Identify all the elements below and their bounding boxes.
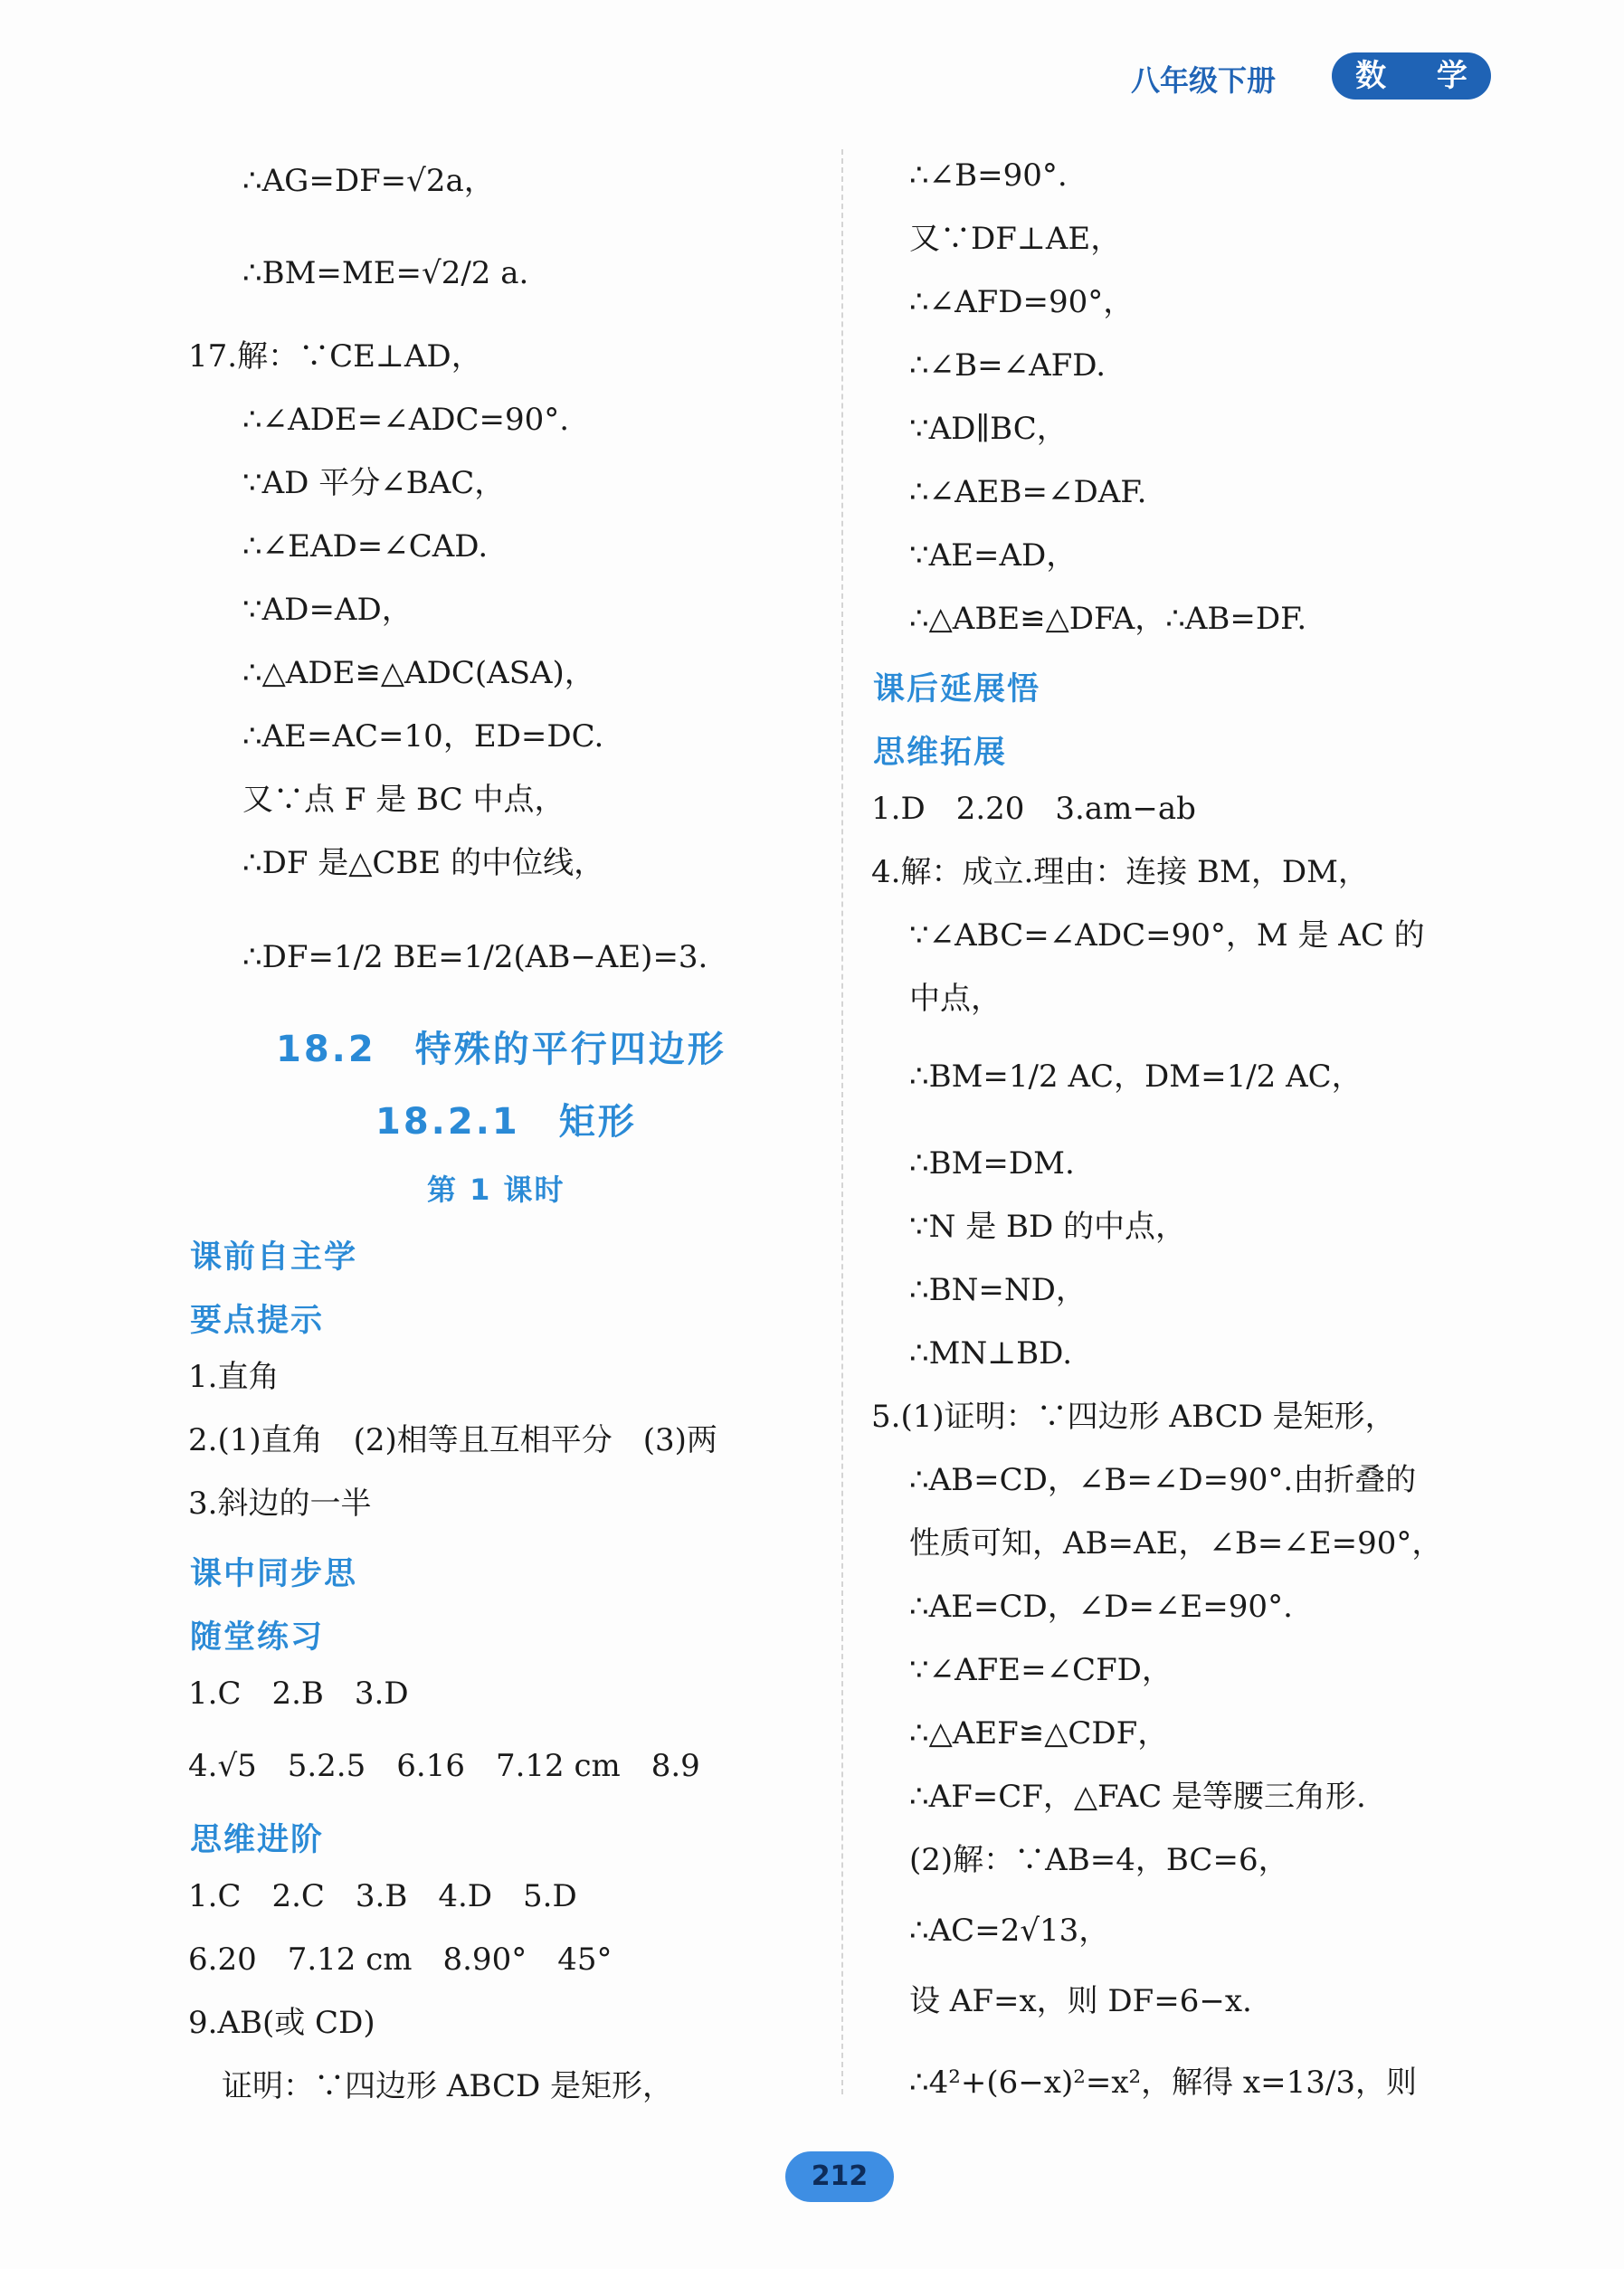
heading-key-points: 要点提示 [190,1303,325,1339]
text-line: ∴MN⊥BD. [909,1335,1073,1372]
text-line: ∴∠AFD=90°， [909,284,1135,320]
text-line: ∴BM=DM. [909,1145,1075,1182]
text-line: ∵∠AFE=∠CFD， [909,1652,1173,1688]
text-line: 性质可知，AB=AE，∠B=∠E=90°， [909,1525,1443,1562]
answer-line: 1.直角 [188,1359,280,1395]
text-line: ∴BN=ND， [909,1272,1087,1308]
answer-line: 1.D 2.20 3.am−ab [871,791,1196,827]
text-line: ∴AB=CD，∠B=∠D=90°.由折叠的 [909,1462,1417,1498]
text-line: ∴AG=DF=√2a， [242,163,495,199]
text-line: (2)解：∵AB=4，BC=6， [909,1842,1289,1878]
heading-in-class: 课中同步思 [190,1556,358,1592]
problem-4: 4.解：成立.理由：连接 BM，DM， [871,854,1369,890]
text-line: 证明：∵四边形 ABCD 是矩形， [222,2068,674,2104]
subsection-title: 18.2.1 矩形 [375,1101,637,1143]
heading-after-class: 课后延展悟 [873,671,1041,707]
answer-line: 3.斜边的一半 [188,1486,372,1522]
text-line: ∵AD=AD， [242,592,413,628]
answer-line: 1.C 2.C 3.B 4.D 5.D [188,1878,577,1914]
text-line: ∵∠ABC=∠ADC=90°，M 是 AC 的 [909,917,1425,954]
text-line: ∴∠B=90°. [909,157,1068,194]
section-title: 18.2 特殊的平行四边形 [276,1029,727,1070]
text-line: ∵AD∥BC， [909,411,1068,447]
text-line: 中点， [909,981,1002,1017]
answer-line: 2.(1)直角 (2)相等且互相平分 (3)两 [188,1422,717,1458]
text-line: 设 AF=x，则 DF=6−x. [909,1983,1252,2019]
problem-5: 5.(1)证明：∵四边形 ABCD 是矩形， [871,1399,1396,1435]
lesson-title: 第 1 课时 [427,1172,565,1207]
answer-line: 1.C 2.B 3.D [188,1676,409,1712]
heading-pre-class: 课前自主学 [190,1239,358,1276]
text-line: ∴AE=AC=10，ED=DC. [242,718,604,755]
text-line: ∴4²+(6−x)²=x²，解得 x=13/3，则 [909,2065,1417,2101]
text-line: 又∵DF⊥AE， [909,221,1122,257]
text-line: ∴△AEF≌△CDF， [909,1715,1169,1752]
text-line: ∴∠AEB=∠DAF. [909,474,1147,510]
text-line: ∴∠EAD=∠CAD. [242,528,489,565]
text-line: ∵N 是 BD 的中点， [909,1209,1187,1245]
header-grade: 八年级下册 [1131,63,1277,98]
text-line: ∴BM=1/2 AC，DM=1/2 AC， [909,1059,1363,1095]
text-line: ∴BM=ME=√2/2 a. [242,255,529,291]
text-line: ∴△ADE≌△ADC(ASA)， [242,655,595,691]
text-line: ∴DF 是△CBE 的中位线， [242,845,605,881]
text-line: ∴DF=1/2 BE=1/2(AB−AE)=3. [242,939,708,975]
answer-line: 9.AB(或 CD) [188,2005,375,2041]
text-line: ∴∠B=∠AFD. [909,347,1106,384]
text-line: ∵AD 平分∠BAC， [242,465,506,501]
text-line: ∴∠ADE=∠ADC=90°. [242,402,570,438]
answer-line: 4.√5 5.2.5 6.16 7.12 cm 8.9 [188,1748,700,1784]
heading-thinking-advance: 思维进阶 [190,1822,325,1858]
text-line: ∵AE=AD， [909,537,1078,574]
text-line: 又∵点 F 是 BC 中点， [242,782,565,818]
text-line: ∴AC=2√13， [909,1913,1110,1949]
page-number-badge: 212 [785,2151,894,2202]
heading-thinking-extension: 思维拓展 [873,735,1008,771]
column-divider [841,149,843,2094]
text-line: ∴AF=CF，△FAC 是等腰三角形. [909,1779,1366,1815]
answer-line: 6.20 7.12 cm 8.90° 45° [188,1941,613,1978]
heading-class-practice: 随堂练习 [190,1619,325,1656]
problem-17: 17.解：∵CE⊥AD， [188,338,482,375]
text-line: ∴AE=CD，∠D=∠E=90°. [909,1589,1293,1625]
header-subject-badge: 数 学 [1332,52,1491,100]
text-line: ∴△ABE≌△DFA，∴AB=DF. [909,601,1307,637]
